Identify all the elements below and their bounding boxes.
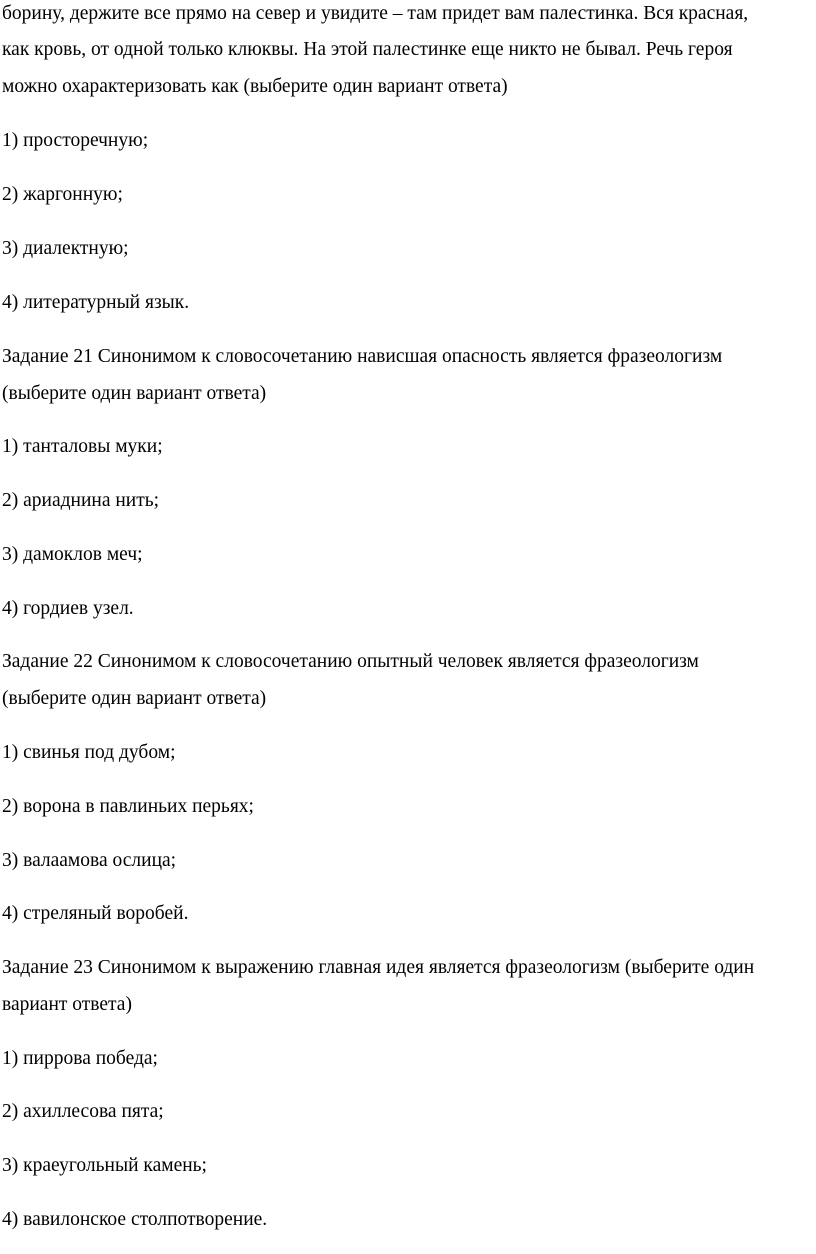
intro-text-line-2: как кровь, от одной только клюквы. На этой палестинке еще никто не бывал. Речь героя <box>2 39 733 60</box>
task23-question-line-2: вариант ответа) <box>2 994 132 1015</box>
intro-option-2: 2) жаргонную; <box>2 184 123 205</box>
task21-option-2: 2) ариаднина нить; <box>2 490 160 511</box>
intro-option-3: 3) диалектную; <box>2 238 129 259</box>
task22-option-2: 2) ворона в павлиньих перьях; <box>2 796 254 817</box>
task22-option-1: 1) свинья под дубом; <box>2 742 176 763</box>
task23-option-1: 1) пиррова победа; <box>2 1048 158 1069</box>
task23-option-3: 3) краеугольный камень; <box>2 1155 207 1176</box>
task21-question-line-2: (выберите один вариант ответа) <box>2 383 267 404</box>
intro-text-line-1: борину, держите все прямо на север и увидите – там придет вам палестинка. Вся красная, <box>2 3 749 24</box>
task22-option-4: 4) стреляный воробей. <box>2 903 189 924</box>
intro-question-line: можно охарактеризовать как (выберите один вариант ответа) <box>2 76 508 97</box>
intro-option-1: 1) просторечную; <box>2 130 149 151</box>
task21-option-3: 3) дамоклов меч; <box>2 544 143 565</box>
task21-option-4: 4) гордиев узел. <box>2 598 134 619</box>
task22-option-3: 3) валаамова ослица; <box>2 850 177 871</box>
task23-option-2: 2) ахиллесова пята; <box>2 1101 164 1122</box>
task23-question-line-1: Задание 23 Синонимом к выражению главная идея является фразеологизм (выберите один <box>2 957 755 978</box>
task23-option-4: 4) вавилонское столпотворение. <box>2 1209 268 1230</box>
task22-question-line-2: (выберите один вариант ответа) <box>2 688 267 709</box>
task21-question-line-1: Задание 21 Синонимом к словосочетанию нависшая опасность является фразеологизм <box>2 346 723 367</box>
task21-option-1: 1) танталовы муки; <box>2 436 163 457</box>
task22-question-line-1: Задание 22 Синонимом к словосочетанию опытный человек является фразеологизм <box>2 651 699 672</box>
intro-option-4: 4) литературный язык. <box>2 292 190 313</box>
